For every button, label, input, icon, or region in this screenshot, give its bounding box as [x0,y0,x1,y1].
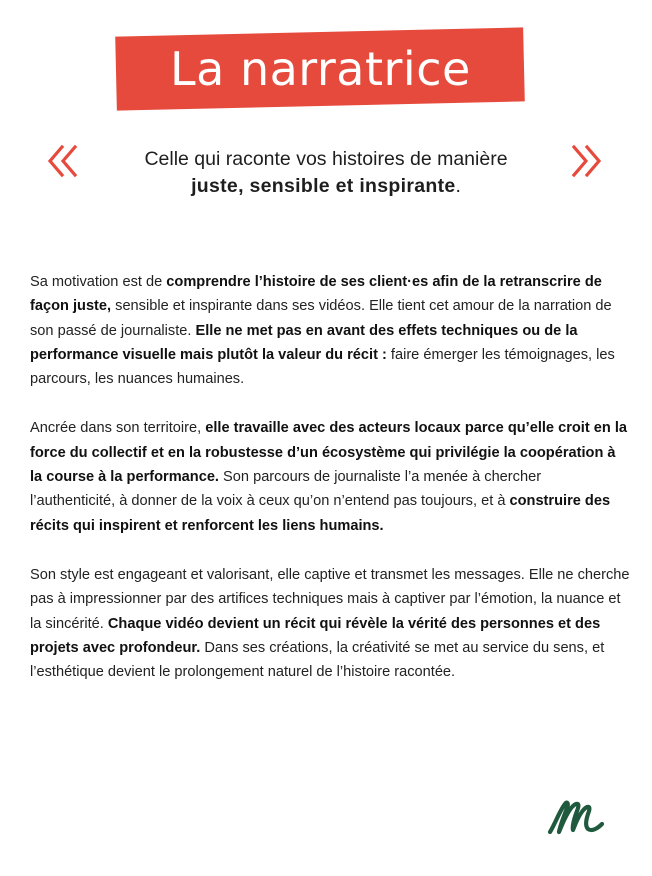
paragraph-territory [30,416,630,537]
paragraph-bold-segment: Elle ne met pas en avant des effets techniques ou de la performance visuelle mais plutôt la valeur du récit : [30,322,578,363]
subtitle-emphasis-line [80,173,572,200]
double-chevron-left-icon [46,142,84,180]
paragraph-bold-segment: comprendre l’histoire de ses client·es afin de la retranscrire de façon juste, [30,274,602,315]
paragraph-segment: faire émerger les témoignages, les parcours, les nuances humaines. [30,346,615,388]
paragraph-segment: sensible et inspirante dans ses vidéos. Elle tient cet amour de la narration de son passé de journaliste. [30,298,612,339]
subtitle-quote [80,146,572,200]
subtitle-emphasis: juste, sensible et inspirante [191,175,456,197]
paragraph-segment: Sa motivation est de [30,274,167,290]
m-monogram-logo [546,796,626,840]
paragraph-segment: Son style est engageant et valorisant, elle captive et transmet les messages. Elle ne cherche pas à impressionner par des artifices techniques mais à captiver par l’émotion, la nuance et la sincérité. [30,566,630,632]
paragraph-motivation [30,270,630,391]
paragraph-segment: Dans ses créations, la créativité se met au service du sens, et l’esthétique devient le prolongement naturel de l’histoire racontée. [30,639,605,681]
paragraph-style [30,563,630,684]
subtitle-suffix: . [455,175,461,197]
title-banner [115,27,525,110]
body-text [30,270,630,709]
paragraph-bold-segment: elle travaille avec des acteurs locaux parce qu’elle croit en la force du collectif et en la robustesse d’un écosystème qui privilégie la coopération à la course à la performance. [30,420,628,486]
paragraph-segment: Son parcours de journaliste l’a menée à chercher l’authenticité, à donner de la voix à ceux qu’on n’entend pas toujours, et à [30,469,542,510]
double-chevron-right-icon [565,142,603,180]
paragraph-segment: Ancrée dans son territoire, [30,420,206,437]
paragraph-bold-segment: Chaque vidéo devient un récit qui révèle la vérité des personnes et des projets avec profondeur. [30,615,601,656]
paragraph-bold-segment: construire des récits qui inspirent et renforcent les liens humains. [30,493,611,534]
subtitle-line: Celle qui raconte vos histoires de manière [144,148,508,170]
page-title: La narratrice [169,42,471,96]
